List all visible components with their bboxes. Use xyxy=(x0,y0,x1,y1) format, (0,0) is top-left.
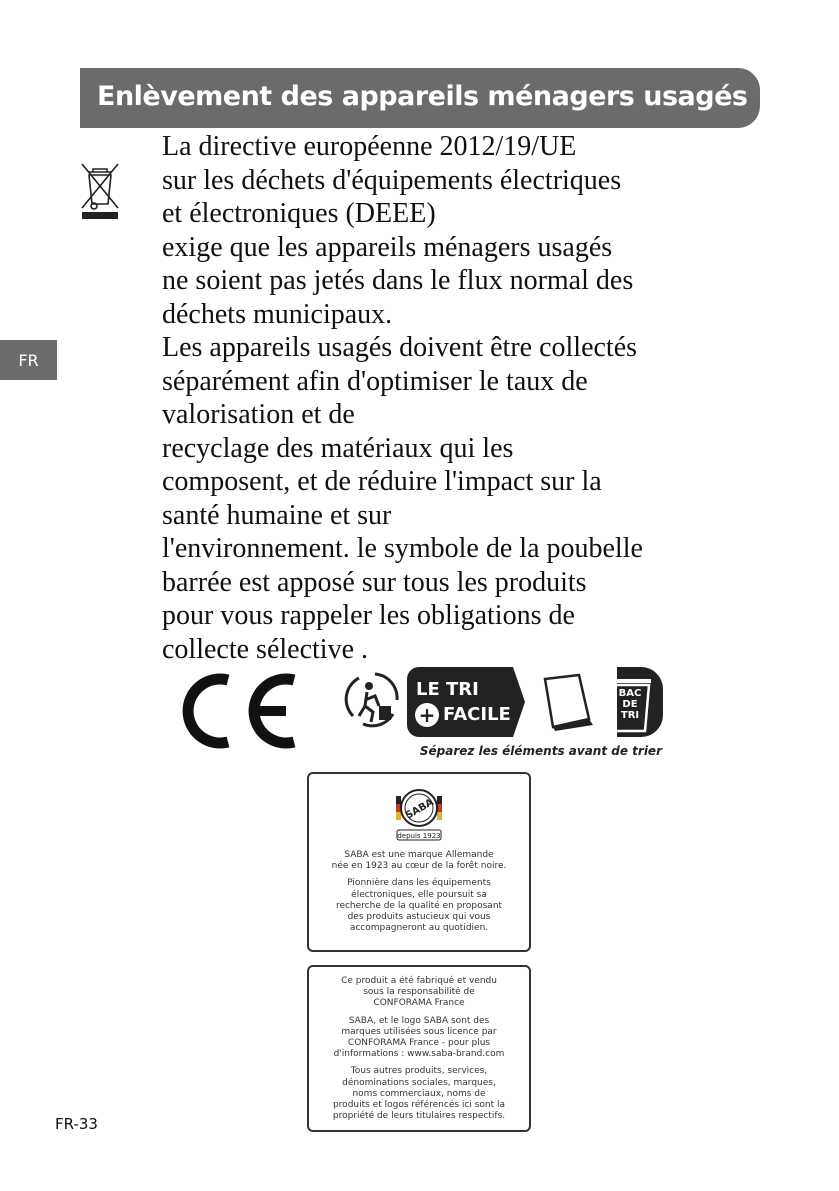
ce-mark-icon xyxy=(176,668,300,754)
bin-label-line: DE xyxy=(622,699,638,710)
language-tab xyxy=(0,340,57,380)
saba-intro xyxy=(309,850,529,872)
card-line: marques utilisées sous licence par xyxy=(341,1026,497,1037)
body-line: recyclage des matériaux qui les xyxy=(162,432,514,464)
body-line: La directive européenne 2012/19/UE xyxy=(162,131,577,162)
bin-label xyxy=(604,688,656,721)
tri-line-2: FACILE xyxy=(443,704,511,725)
card-line: SABA, et le logo SABA sont des xyxy=(348,1015,490,1026)
language-tab-label: FR xyxy=(18,350,39,370)
bin-label-line: TRI xyxy=(620,710,640,721)
legal-info-card xyxy=(307,965,531,1132)
card-line: noms commerciaux, noms de xyxy=(352,1088,486,1099)
card-line: propriété de leurs titulaires respectifs. xyxy=(332,1111,506,1122)
body-line: valorisation et de xyxy=(162,399,355,430)
card-line: Tous autres produits, services, xyxy=(350,1066,488,1077)
body-line: barrée est apposé sur tous les produits xyxy=(162,566,587,598)
license-note xyxy=(309,1016,529,1061)
card-line: CONFORAMA France - pour plus xyxy=(347,1038,491,1049)
saba-logo-icon xyxy=(392,784,446,842)
tri-caption: Séparez les éléments avant de trier xyxy=(419,744,662,758)
body-line: sur les déchets d'équipements électriques xyxy=(162,164,622,196)
card-line: des produits astucieux qui vous xyxy=(347,912,491,923)
section-title: Enlèvement des appareils ménagers usagés xyxy=(97,81,748,112)
body-line: séparément afin d'optimiser le taux de xyxy=(162,365,588,397)
bin-label-line: BAC xyxy=(618,688,642,699)
body-line: exige que les appareils ménagers usagés xyxy=(162,231,613,263)
trademark-note xyxy=(309,1066,529,1122)
saba-description xyxy=(309,878,529,934)
triman-icon xyxy=(339,666,405,732)
tri-arrow-shape xyxy=(505,667,527,737)
body-line: composent, et de réduire l'impact sur la xyxy=(162,466,602,497)
card-line: sous la responsabilité de xyxy=(363,987,475,998)
body-line: santé humaine et sur xyxy=(162,499,392,531)
tri-facile-logo xyxy=(407,667,663,737)
section-header xyxy=(80,68,760,128)
body-line: pour vous rappeler les obligations de xyxy=(162,600,575,631)
card-line: SABA est une marque Allemande xyxy=(344,850,494,860)
body-line: et électroniques (DEEE) xyxy=(162,198,436,229)
svg-text:SABA: SABA xyxy=(403,796,436,822)
tri-line-1: LE TRI xyxy=(416,679,479,700)
plus-icon: + xyxy=(415,703,439,727)
card-line: dénominations sociales, marques, xyxy=(342,1077,496,1088)
card-line: produits et logos référencés ici sont la xyxy=(332,1100,506,1111)
body-line: l'environnement. le symbole de la poubelle xyxy=(162,533,643,564)
card-line: accompagneront au quotidien. xyxy=(349,923,489,934)
weee-body-text xyxy=(162,130,722,666)
card-line: recherche de la qualité en proposant xyxy=(335,900,503,911)
card-line: électroniques, elle poursuit sa xyxy=(351,889,487,900)
card-line: Pionnière dans les équipements xyxy=(347,878,491,889)
paper-icon xyxy=(535,673,597,733)
body-line: Les appareils usagés doivent être collectés xyxy=(162,332,638,363)
manufacturer-note xyxy=(309,976,529,1010)
svg-text:depuis 1923: depuis 1923 xyxy=(397,832,441,840)
card-line: d'informations : www.saba-brand.com xyxy=(333,1049,505,1060)
card-line: née en 1923 au cœur de la forêt noire. xyxy=(331,861,507,872)
card-line: CONFORAMA France xyxy=(373,998,465,1009)
weee-crossed-bin-icon xyxy=(78,160,122,222)
body-line: collecte sélective . xyxy=(162,633,368,665)
body-line: ne soient pas jetés dans le flux normal des xyxy=(162,265,634,296)
page-number: FR-33 xyxy=(55,1115,98,1133)
body-line: déchets municipaux. xyxy=(162,298,393,330)
saba-brand-card xyxy=(307,772,531,952)
card-line: Ce produit a été fabriqué et vendu xyxy=(341,976,497,986)
